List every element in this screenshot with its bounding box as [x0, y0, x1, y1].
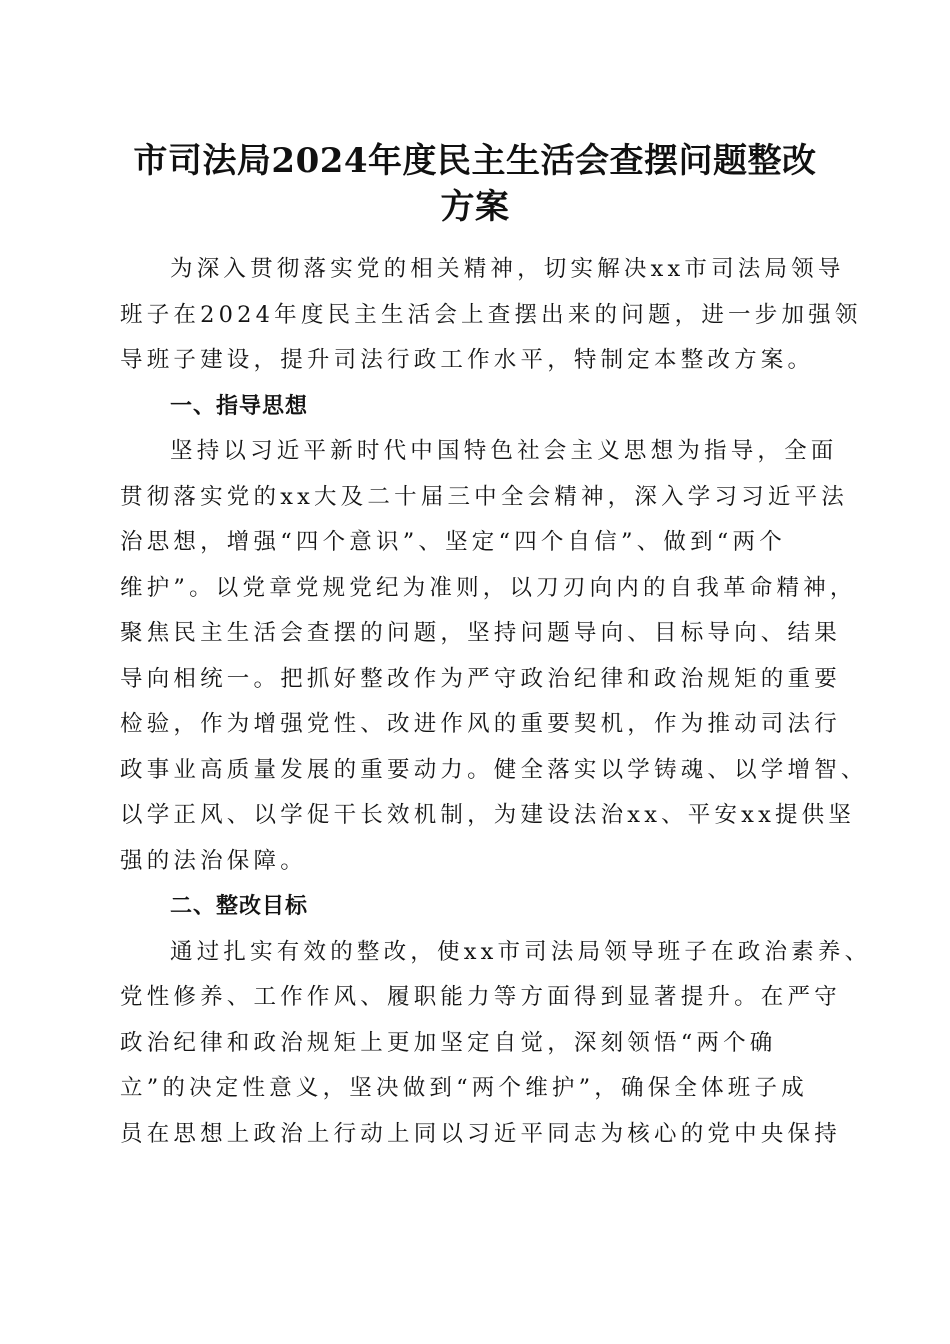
section-rectification-goals — [120, 884, 872, 1157]
text-line: 导班子建设，提升司法行政工作水平，特制定本整改方案。 — [120, 347, 815, 373]
text-line: 班子在2024年度民主生活会上查摆出来的问题，进一步加强领 — [120, 301, 862, 328]
section-guiding-ideology — [120, 384, 868, 885]
section-heading: 一、指导思想 — [170, 393, 309, 419]
text-line: 坚持以习近平新时代中国特色社会主义思想为指导，全面 — [170, 438, 838, 464]
text-line: 党性修养、工作作风、履职能力等方面得到显著提升。在严守 — [120, 984, 841, 1010]
text-line: 检验，作为增强党性、改进作风的重要契机，作为推动司法行 — [120, 711, 841, 737]
text-line: 强的法治保障。 — [120, 847, 307, 874]
text-line: 治思想，增强“四个意识”、坚定“四个自信”、做到“两个 — [120, 529, 786, 555]
text-line: 导向相统一。把抓好整改作为严守政治纪律和政治规矩的重要 — [120, 665, 841, 692]
text-line: 为深入贯彻落实党的相关精神，切实解决xx市司法局领导 — [170, 256, 845, 282]
text-line: 聚焦民主生活会查摆的问题，坚持问题导向、目标导向、结果 — [120, 620, 841, 646]
title-line: 方案 — [440, 187, 510, 227]
text-line: 政事业高质量发展的重要动力。健全落实以学铸魂、以学增智、 — [120, 756, 868, 783]
title-line: 市司法局2024年度民主生活会查摆问题整改 — [133, 141, 817, 181]
text-line: 维护”。以党章党规党纪为准则，以刀刃向内的自我革命精神， — [120, 574, 857, 601]
text-line: 政治纪律和政治规矩上更加坚定自觉，深刻领悟“两个确 — [120, 1029, 777, 1056]
section-heading: 二、整改目标 — [170, 894, 309, 919]
text-line: 贯彻落实党的xx大及二十届三中全会精神，深入学习习近平法 — [120, 483, 848, 510]
text-line: 通过扎实有效的整改，使xx市司法局领导班子在政治素养、 — [170, 938, 872, 965]
document-body — [120, 247, 872, 1157]
text-line: 员在思想上政治上行动上同以习近平同志为核心的党中央保持 — [120, 1120, 841, 1147]
text-line: 立”的决定性意义，坚决做到“两个维护”，确保全体班子成 — [120, 1075, 808, 1101]
intro-paragraph — [120, 247, 862, 384]
text-line: 以学正风、以学促干长效机制，为建设法治xx、平安xx提供坚 — [120, 802, 856, 828]
document-title — [120, 138, 830, 230]
